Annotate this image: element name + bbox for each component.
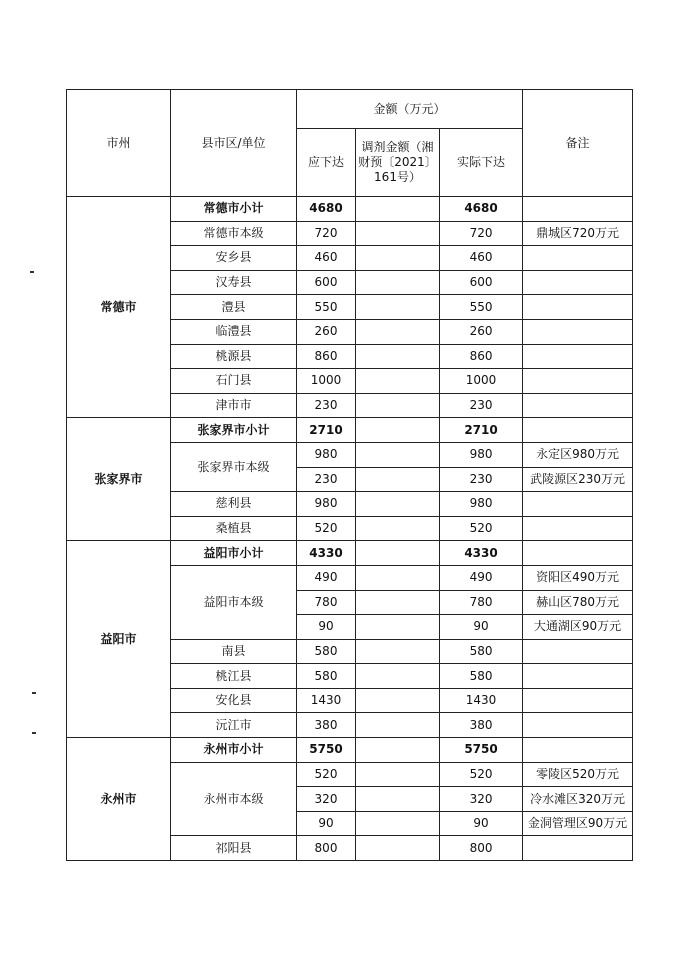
unit-cell: 张家界市本级	[171, 442, 297, 491]
actual-cell: 580	[440, 664, 523, 689]
actual-cell: 1000	[440, 369, 523, 394]
unit-cell: 祁阳县	[171, 836, 297, 861]
adjust-cell	[356, 688, 440, 713]
unit-cell: 安乡县	[171, 246, 297, 271]
unit-cell: 桑植县	[171, 516, 297, 541]
actual-cell: 720	[440, 221, 523, 246]
adjust-cell	[356, 442, 440, 467]
adjust-cell	[356, 565, 440, 590]
should-cell: 580	[297, 639, 356, 664]
actual-cell: 800	[440, 836, 523, 861]
note-cell	[523, 295, 633, 320]
should-cell: 780	[297, 590, 356, 615]
note-cell	[523, 541, 633, 566]
note-cell	[523, 492, 633, 517]
adjust-cell	[356, 393, 440, 418]
subtotal-should: 2710	[297, 418, 356, 443]
actual-cell: 1430	[440, 688, 523, 713]
subtotal-actual: 4680	[440, 197, 523, 222]
scan-mark	[32, 692, 36, 694]
city-cell: 永州市	[67, 738, 171, 861]
unit-cell: 澧县	[171, 295, 297, 320]
note-cell	[523, 688, 633, 713]
header-adjust: 调剂金额（湘 财预〔2021〕 161号）	[356, 129, 440, 197]
adjust-cell	[356, 516, 440, 541]
subtotal-label: 张家界市小计	[171, 418, 297, 443]
note-cell: 冷水滩区320万元	[523, 787, 633, 812]
note-cell: 武陵源区230万元	[523, 467, 633, 492]
table-row	[67, 738, 633, 763]
adjust-cell	[356, 590, 440, 615]
adjust-cell	[356, 811, 440, 836]
should-cell: 1430	[297, 688, 356, 713]
adjust-cell	[356, 197, 440, 222]
actual-cell: 520	[440, 762, 523, 787]
should-cell: 720	[297, 221, 356, 246]
subtotal-label: 益阳市小计	[171, 541, 297, 566]
note-cell	[523, 639, 633, 664]
unit-cell: 南县	[171, 639, 297, 664]
adjust-cell	[356, 787, 440, 812]
unit-cell: 益阳市本级	[171, 565, 297, 639]
should-cell: 490	[297, 565, 356, 590]
unit-cell: 沅江市	[171, 713, 297, 738]
subtotal-actual: 5750	[440, 738, 523, 763]
actual-cell: 580	[440, 639, 523, 664]
actual-cell: 490	[440, 565, 523, 590]
should-cell: 980	[297, 442, 356, 467]
adjust-cell	[356, 344, 440, 369]
note-cell	[523, 516, 633, 541]
note-cell	[523, 393, 633, 418]
adjust-cell	[356, 492, 440, 517]
note-cell: 大通湖区90万元	[523, 615, 633, 640]
subtotal-should: 4330	[297, 541, 356, 566]
header-note: 备注	[523, 90, 633, 197]
adjust-cell	[356, 639, 440, 664]
actual-cell: 230	[440, 393, 523, 418]
header-row	[67, 90, 633, 129]
adjust-cell	[356, 664, 440, 689]
note-cell	[523, 246, 633, 271]
unit-cell: 永州市本级	[171, 762, 297, 836]
adjust-cell	[356, 270, 440, 295]
adjust-cell	[356, 615, 440, 640]
adjust-cell	[356, 221, 440, 246]
should-cell: 800	[297, 836, 356, 861]
note-cell: 资阳区490万元	[523, 565, 633, 590]
note-cell	[523, 418, 633, 443]
adjust-cell	[356, 369, 440, 394]
note-cell	[523, 369, 633, 394]
adjust-cell	[356, 738, 440, 763]
table-row	[67, 541, 633, 566]
actual-cell: 90	[440, 811, 523, 836]
actual-cell: 520	[440, 516, 523, 541]
scan-mark	[30, 271, 34, 273]
subtotal-actual: 2710	[440, 418, 523, 443]
adjust-cell	[356, 467, 440, 492]
unit-cell: 津市市	[171, 393, 297, 418]
should-cell: 980	[297, 492, 356, 517]
note-cell: 赫山区780万元	[523, 590, 633, 615]
should-cell: 580	[297, 664, 356, 689]
subtotal-should: 5750	[297, 738, 356, 763]
actual-cell: 980	[440, 442, 523, 467]
should-cell: 550	[297, 295, 356, 320]
table-row	[67, 197, 633, 222]
actual-cell: 90	[440, 615, 523, 640]
adjust-cell	[356, 541, 440, 566]
note-cell	[523, 836, 633, 861]
note-cell	[523, 344, 633, 369]
should-cell: 520	[297, 762, 356, 787]
scan-mark	[32, 732, 36, 734]
actual-cell: 980	[440, 492, 523, 517]
actual-cell: 460	[440, 246, 523, 271]
city-cell: 常德市	[67, 197, 171, 418]
note-cell	[523, 713, 633, 738]
header-should: 应下达	[297, 129, 356, 197]
header-city: 市州	[67, 90, 171, 197]
adjust-cell	[356, 713, 440, 738]
actual-cell: 380	[440, 713, 523, 738]
header-unit: 县市区/单位	[171, 90, 297, 197]
note-cell: 零陵区520万元	[523, 762, 633, 787]
actual-cell: 260	[440, 319, 523, 344]
header-actual: 实际下达	[440, 129, 523, 197]
adjust-cell	[356, 246, 440, 271]
subtotal-should: 4680	[297, 197, 356, 222]
note-cell	[523, 319, 633, 344]
should-cell: 860	[297, 344, 356, 369]
should-cell: 90	[297, 615, 356, 640]
should-cell: 230	[297, 393, 356, 418]
should-cell: 520	[297, 516, 356, 541]
unit-cell: 桃源县	[171, 344, 297, 369]
unit-cell: 安化县	[171, 688, 297, 713]
actual-cell: 780	[440, 590, 523, 615]
header-amount: 金额（万元）	[297, 90, 523, 129]
actual-cell: 230	[440, 467, 523, 492]
city-cell: 益阳市	[67, 541, 171, 738]
should-cell: 230	[297, 467, 356, 492]
should-cell: 460	[297, 246, 356, 271]
should-cell: 260	[297, 319, 356, 344]
should-cell: 320	[297, 787, 356, 812]
actual-cell: 860	[440, 344, 523, 369]
unit-cell: 常德市本级	[171, 221, 297, 246]
allocation-table	[66, 89, 633, 861]
actual-cell: 550	[440, 295, 523, 320]
unit-cell: 临澧县	[171, 319, 297, 344]
note-cell	[523, 197, 633, 222]
subtotal-label: 永州市小计	[171, 738, 297, 763]
city-cell: 张家界市	[67, 418, 171, 541]
adjust-cell	[356, 836, 440, 861]
should-cell: 90	[297, 811, 356, 836]
subtotal-label: 常德市小计	[171, 197, 297, 222]
should-cell: 1000	[297, 369, 356, 394]
note-cell	[523, 738, 633, 763]
adjust-cell	[356, 319, 440, 344]
adjust-cell	[356, 295, 440, 320]
unit-cell: 桃江县	[171, 664, 297, 689]
table-row	[67, 418, 633, 443]
note-cell: 金洞管理区90万元	[523, 811, 633, 836]
actual-cell: 600	[440, 270, 523, 295]
adjust-cell	[356, 418, 440, 443]
note-cell	[523, 270, 633, 295]
adjust-cell	[356, 762, 440, 787]
subtotal-actual: 4330	[440, 541, 523, 566]
unit-cell: 石门县	[171, 369, 297, 394]
unit-cell: 汉寿县	[171, 270, 297, 295]
unit-cell: 慈利县	[171, 492, 297, 517]
note-cell: 鼎城区720万元	[523, 221, 633, 246]
note-cell: 永定区980万元	[523, 442, 633, 467]
should-cell: 380	[297, 713, 356, 738]
actual-cell: 320	[440, 787, 523, 812]
should-cell: 600	[297, 270, 356, 295]
note-cell	[523, 664, 633, 689]
